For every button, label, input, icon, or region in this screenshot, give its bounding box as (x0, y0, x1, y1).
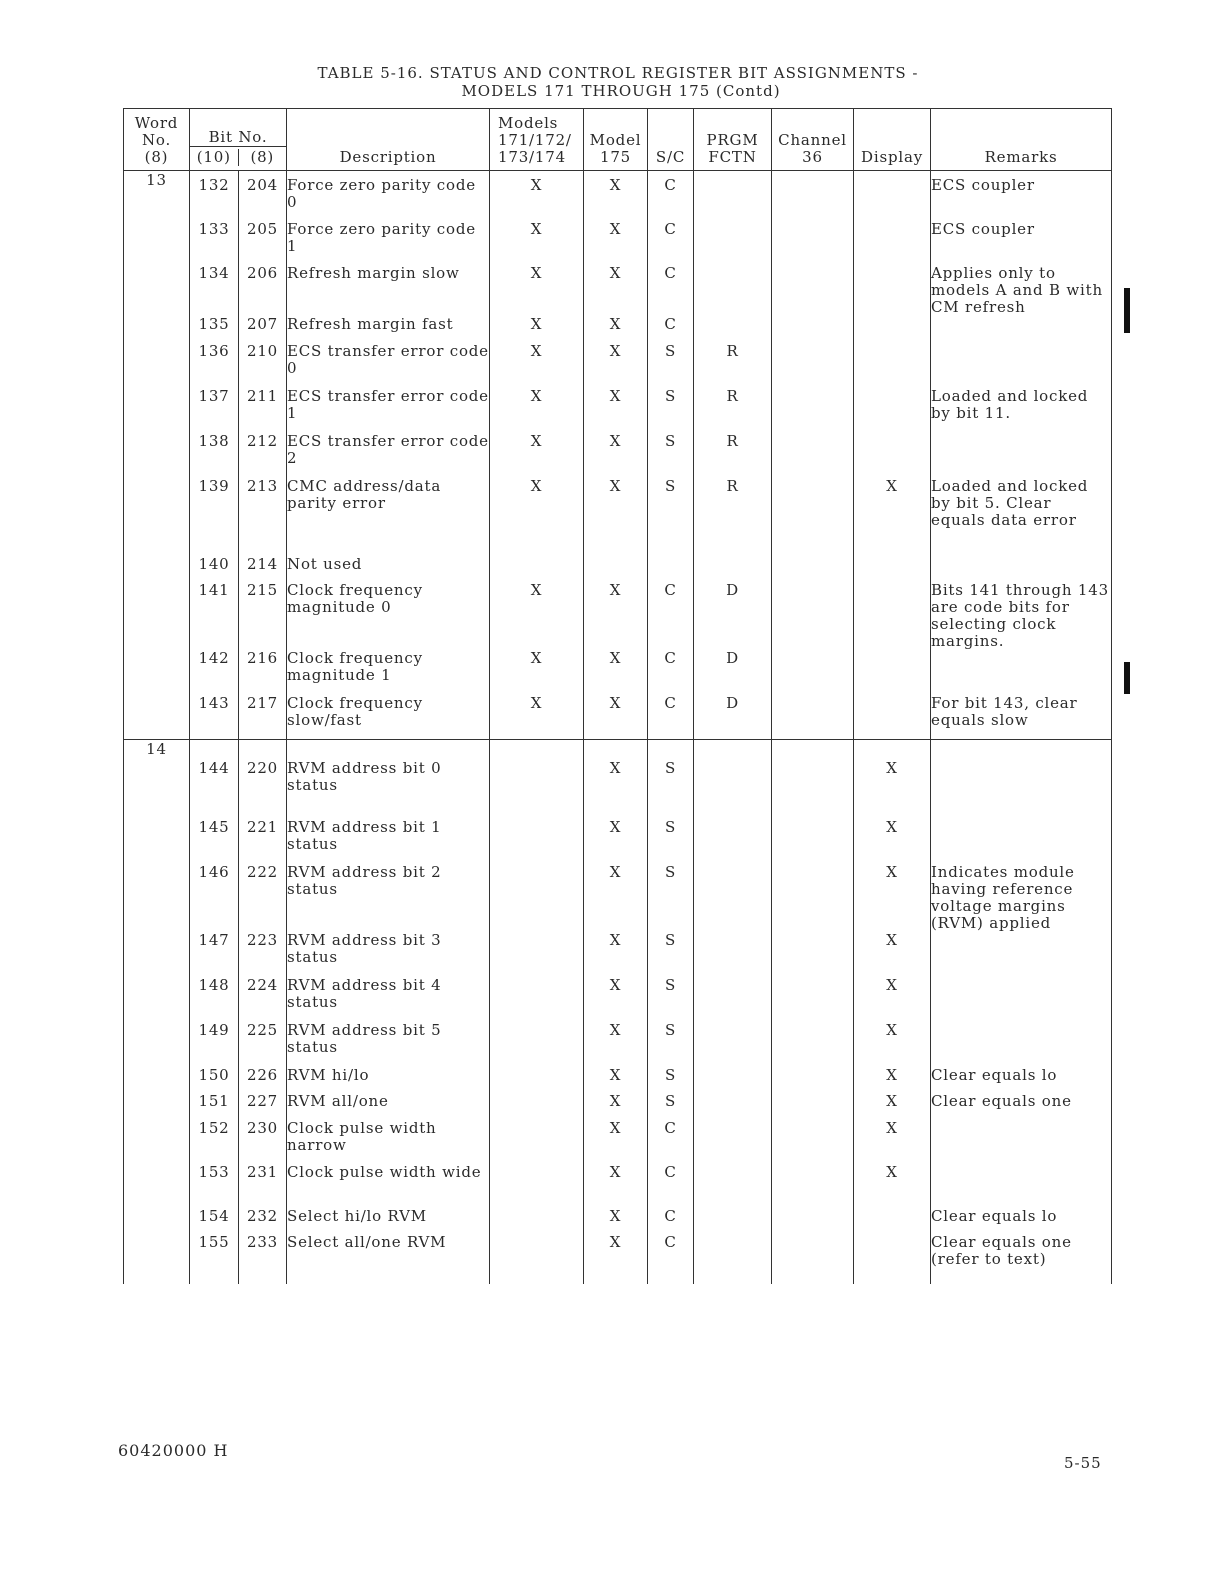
display-cell: X (854, 1120, 931, 1164)
prgm-fctn-cell (694, 1120, 772, 1164)
display-cell: X (854, 819, 931, 864)
remarks-cell (931, 932, 1112, 977)
prgm-fctn-cell (694, 221, 772, 265)
remarks-cell: ECS coupler (931, 221, 1112, 265)
header-model175: Model 175 (584, 109, 648, 171)
prgm-fctn-cell (694, 316, 772, 343)
models-171-174-cell (490, 977, 584, 1022)
bit10-cell: 147 (190, 932, 239, 977)
channel-36-cell (772, 1093, 854, 1120)
table-row (124, 1022, 1112, 1067)
description-cell: RVM all/one (287, 1093, 490, 1120)
description-cell: RVM address bit 0 status (287, 740, 490, 820)
channel-36-cell (772, 819, 854, 864)
table-row (124, 819, 1112, 864)
description-cell: RVM hi/lo (287, 1067, 490, 1093)
channel-36-cell (772, 1067, 854, 1093)
channel-36-cell (772, 388, 854, 433)
sc-cell: C (648, 1208, 694, 1234)
description-cell: Clock pulse width narrow (287, 1120, 490, 1164)
models-171-174-cell: X (490, 695, 584, 740)
remarks-cell: Loaded and locked by bit 11. (931, 388, 1112, 433)
remarks-cell: Indicates module having reference voltage margins (RVM) applied (931, 864, 1112, 932)
display-cell (854, 1234, 931, 1284)
bit10-cell: 145 (190, 819, 239, 864)
bit8-cell: 213 (239, 478, 287, 556)
sc-cell: C (648, 265, 694, 316)
bit8-cell: 214 (239, 556, 287, 582)
bit10-cell: 139 (190, 478, 239, 556)
header-display: Display (854, 109, 931, 171)
description-cell: Force zero parity code 0 (287, 171, 490, 222)
model-175-cell: X (584, 650, 648, 695)
description-cell: ECS transfer error code 1 (287, 388, 490, 433)
channel-36-cell (772, 650, 854, 695)
display-cell: X (854, 1022, 931, 1067)
remarks-cell (931, 433, 1112, 478)
sc-cell: S (648, 1022, 694, 1067)
display-cell (854, 650, 931, 695)
sc-cell: C (648, 695, 694, 740)
prgm-fctn-cell (694, 977, 772, 1022)
models-171-174-cell: X (490, 221, 584, 265)
bit10-cell: 154 (190, 1208, 239, 1234)
remarks-cell (931, 740, 1112, 820)
bit10-cell: 153 (190, 1164, 239, 1208)
channel-36-cell (772, 932, 854, 977)
description-cell: RVM address bit 4 status (287, 977, 490, 1022)
bit10-cell: 141 (190, 582, 239, 650)
sc-cell: S (648, 864, 694, 932)
sc-cell: C (648, 650, 694, 695)
table-row (124, 221, 1112, 265)
channel-36-cell (772, 695, 854, 740)
bit8-cell: 206 (239, 265, 287, 316)
table-row (124, 388, 1112, 433)
bit8-cell: 212 (239, 433, 287, 478)
prgm-fctn-cell (694, 1093, 772, 1120)
display-cell (854, 582, 931, 650)
models-171-174-cell (490, 1120, 584, 1164)
display-cell (854, 695, 931, 740)
bit10-cell: 140 (190, 556, 239, 582)
prgm-fctn-cell (694, 556, 772, 582)
model-175-cell: X (584, 695, 648, 740)
bit8-cell: 232 (239, 1208, 287, 1234)
header-channel: Channel 36 (772, 109, 854, 171)
models-171-174-cell: X (490, 478, 584, 556)
channel-36-cell (772, 1164, 854, 1208)
bit10-cell: 148 (190, 977, 239, 1022)
table-row (124, 1093, 1112, 1120)
table-row (124, 695, 1112, 740)
model-175-cell: X (584, 171, 648, 222)
display-cell: X (854, 864, 931, 932)
channel-36-cell (772, 1234, 854, 1284)
description-cell: Refresh margin fast (287, 316, 490, 343)
display-cell: X (854, 1067, 931, 1093)
table-row (124, 932, 1112, 977)
models-171-174-cell (490, 819, 584, 864)
bit10-cell: 155 (190, 1234, 239, 1284)
channel-36-cell (772, 556, 854, 582)
description-cell: RVM address bit 1 status (287, 819, 490, 864)
remarks-cell: For bit 143, clear equals slow (931, 695, 1112, 740)
bit8-cell: 224 (239, 977, 287, 1022)
remarks-cell: Clear equals one (refer to text) (931, 1234, 1112, 1284)
bit8-cell: 221 (239, 819, 287, 864)
remarks-cell (931, 977, 1112, 1022)
bit10-cell: 152 (190, 1120, 239, 1164)
sc-cell: C (648, 1120, 694, 1164)
display-cell (854, 221, 931, 265)
table-row (124, 343, 1112, 388)
header-description: Description (287, 109, 490, 171)
description-cell: RVM address bit 5 status (287, 1022, 490, 1067)
channel-36-cell (772, 1120, 854, 1164)
description-cell: Clock frequency slow/fast (287, 695, 490, 740)
header-prgm: PRGM FCTN (694, 109, 772, 171)
model-175-cell: X (584, 388, 648, 433)
display-cell (854, 343, 931, 388)
model-175-cell: X (584, 221, 648, 265)
models-171-174-cell (490, 864, 584, 932)
model-175-cell: X (584, 582, 648, 650)
table-row (124, 433, 1112, 478)
prgm-fctn-cell (694, 1164, 772, 1208)
models-171-174-cell (490, 1022, 584, 1067)
remarks-cell: Loaded and locked by bit 5. Clear equals data error (931, 478, 1112, 556)
bit8-cell: 205 (239, 221, 287, 265)
description-cell: Clock frequency magnitude 0 (287, 582, 490, 650)
model-175-cell: X (584, 1022, 648, 1067)
sc-cell: C (648, 1164, 694, 1208)
table-row (124, 864, 1112, 932)
bit10-cell: 134 (190, 265, 239, 316)
table-title (0, 64, 1218, 100)
sc-cell: S (648, 478, 694, 556)
prgm-fctn-cell: D (694, 650, 772, 695)
model-175-cell: X (584, 740, 648, 820)
description-cell: Not used (287, 556, 490, 582)
display-cell (854, 265, 931, 316)
channel-36-cell (772, 316, 854, 343)
display-cell (854, 1208, 931, 1234)
description-cell: Clock pulse width wide (287, 1164, 490, 1208)
channel-36-cell (772, 582, 854, 650)
sc-cell: S (648, 343, 694, 388)
sc-cell (648, 556, 694, 582)
display-cell: X (854, 740, 931, 820)
models-171-174-cell: X (490, 265, 584, 316)
models-171-174-cell (490, 1234, 584, 1284)
channel-36-cell (772, 265, 854, 316)
bit10-cell: 136 (190, 343, 239, 388)
channel-36-cell (772, 343, 854, 388)
sc-cell: S (648, 1093, 694, 1120)
models-171-174-cell: X (490, 316, 584, 343)
sc-cell: C (648, 221, 694, 265)
model-175-cell: X (584, 977, 648, 1022)
channel-36-cell (772, 1022, 854, 1067)
models-171-174-cell (490, 932, 584, 977)
remarks-cell (931, 316, 1112, 343)
remarks-cell: Clear equals lo (931, 1208, 1112, 1234)
table-title-line2: MODELS 171 THROUGH 175 (Contd) (461, 82, 781, 100)
bit8-cell: 215 (239, 582, 287, 650)
prgm-fctn-cell (694, 740, 772, 820)
model-175-cell: X (584, 343, 648, 388)
word-number-cell: 14 (124, 740, 190, 1285)
models-171-174-cell (490, 1067, 584, 1093)
header-models: Models 171/172/ 173/174 (490, 109, 584, 171)
prgm-fctn-cell: R (694, 343, 772, 388)
table-row (124, 977, 1112, 1022)
remarks-cell: Applies only to models A and B with CM refresh (931, 265, 1112, 316)
channel-36-cell (772, 864, 854, 932)
bit10-cell: 142 (190, 650, 239, 695)
bit8-cell: 226 (239, 1067, 287, 1093)
description-cell: ECS transfer error code 2 (287, 433, 490, 478)
bit8-cell: 222 (239, 864, 287, 932)
models-171-174-cell (490, 1164, 584, 1208)
display-cell: X (854, 932, 931, 977)
models-171-174-cell: X (490, 433, 584, 478)
bit8-cell: 220 (239, 740, 287, 820)
models-171-174-cell (490, 740, 584, 820)
table-row (124, 316, 1112, 343)
table-title-line1: TABLE 5-16. STATUS AND CONTROL REGISTER BIT ASSIGNMENTS - (317, 64, 919, 82)
bit10-cell: 149 (190, 1022, 239, 1067)
remarks-cell: ECS coupler (931, 171, 1112, 222)
remarks-cell (931, 1120, 1112, 1164)
display-cell: X (854, 1093, 931, 1120)
header-remarks: Remarks (931, 109, 1112, 171)
sc-cell: S (648, 433, 694, 478)
display-cell: X (854, 478, 931, 556)
channel-36-cell (772, 740, 854, 820)
display-cell (854, 433, 931, 478)
model-175-cell: X (584, 478, 648, 556)
model-175-cell: X (584, 1120, 648, 1164)
bit10-cell: 138 (190, 433, 239, 478)
bit8-cell: 231 (239, 1164, 287, 1208)
prgm-fctn-cell: R (694, 388, 772, 433)
header-bit8: (8) (250, 148, 275, 166)
bit10-cell: 151 (190, 1093, 239, 1120)
prgm-fctn-cell: D (694, 582, 772, 650)
models-171-174-cell: X (490, 171, 584, 222)
bit8-cell: 225 (239, 1022, 287, 1067)
description-cell: RVM address bit 2 status (287, 864, 490, 932)
sc-cell: S (648, 977, 694, 1022)
bit10-cell: 144 (190, 740, 239, 820)
display-cell (854, 316, 931, 343)
remarks-cell (931, 556, 1112, 582)
bit8-cell: 216 (239, 650, 287, 695)
models-171-174-cell: X (490, 582, 584, 650)
models-171-174-cell (490, 556, 584, 582)
remarks-cell (931, 819, 1112, 864)
bit8-cell: 211 (239, 388, 287, 433)
bit8-cell: 210 (239, 343, 287, 388)
prgm-fctn-cell: R (694, 478, 772, 556)
sc-cell: S (648, 932, 694, 977)
remarks-cell: Bits 141 through 143 are code bits for selecting clock margins. (931, 582, 1112, 650)
remarks-cell (931, 343, 1112, 388)
bit10-cell: 133 (190, 221, 239, 265)
table-row (124, 740, 1112, 820)
word-number-cell: 13 (124, 171, 190, 740)
prgm-fctn-cell: D (694, 695, 772, 740)
models-171-174-cell (490, 1093, 584, 1120)
description-cell: CMC address/data parity error (287, 478, 490, 556)
header-row (124, 109, 1112, 171)
prgm-fctn-cell (694, 1208, 772, 1234)
models-171-174-cell: X (490, 343, 584, 388)
description-cell: RVM address bit 3 status (287, 932, 490, 977)
prgm-fctn-cell (694, 819, 772, 864)
sc-cell: C (648, 582, 694, 650)
display-cell: X (854, 977, 931, 1022)
bit8-cell: 227 (239, 1093, 287, 1120)
bit10-cell: 146 (190, 864, 239, 932)
sc-cell: S (648, 1067, 694, 1093)
channel-36-cell (772, 171, 854, 222)
bit10-cell: 150 (190, 1067, 239, 1093)
description-cell: Select hi/lo RVM (287, 1208, 490, 1234)
model-175-cell: X (584, 265, 648, 316)
model-175-cell: X (584, 1093, 648, 1120)
table-row (124, 1067, 1112, 1093)
table-row (124, 1120, 1112, 1164)
sc-cell: S (648, 740, 694, 820)
display-cell (854, 556, 931, 582)
description-cell: Select all/one RVM (287, 1234, 490, 1284)
models-171-174-cell (490, 1208, 584, 1234)
bit10-cell: 143 (190, 695, 239, 740)
bit8-cell: 204 (239, 171, 287, 222)
model-175-cell: X (584, 1164, 648, 1208)
change-bar (1124, 662, 1130, 694)
prgm-fctn-cell (694, 1067, 772, 1093)
description-cell: ECS transfer error code 0 (287, 343, 490, 388)
prgm-fctn-cell: R (694, 433, 772, 478)
header-bit-no: Bit No. (10) (8) (190, 109, 287, 171)
description-cell: Clock frequency magnitude 1 (287, 650, 490, 695)
change-bar (1124, 288, 1130, 333)
model-175-cell: X (584, 932, 648, 977)
models-171-174-cell: X (490, 388, 584, 433)
channel-36-cell (772, 1208, 854, 1234)
channel-36-cell (772, 433, 854, 478)
table-row (124, 1234, 1112, 1284)
table-row (124, 1164, 1112, 1208)
sc-cell: C (648, 171, 694, 222)
model-175-cell: X (584, 316, 648, 343)
model-175-cell: X (584, 864, 648, 932)
models-171-174-cell: X (490, 650, 584, 695)
remarks-cell (931, 650, 1112, 695)
description-cell: Refresh margin slow (287, 265, 490, 316)
model-175-cell: X (584, 819, 648, 864)
prgm-fctn-cell (694, 864, 772, 932)
model-175-cell: X (584, 1208, 648, 1234)
table-row (124, 1208, 1112, 1234)
header-bit10: (10) (190, 149, 239, 166)
remarks-cell: Clear equals one (931, 1093, 1112, 1120)
description-cell: Force zero parity code 1 (287, 221, 490, 265)
table-row (124, 171, 1112, 222)
bit8-cell: 217 (239, 695, 287, 740)
display-cell (854, 171, 931, 222)
header-word: Word No. (8) (124, 109, 190, 171)
prgm-fctn-cell (694, 265, 772, 316)
prgm-fctn-cell (694, 1022, 772, 1067)
prgm-fctn-cell (694, 1234, 772, 1284)
model-175-cell: X (584, 1234, 648, 1284)
table-row (124, 556, 1112, 582)
bit8-cell: 207 (239, 316, 287, 343)
model-175-cell (584, 556, 648, 582)
bit10-cell: 137 (190, 388, 239, 433)
display-cell: X (854, 1164, 931, 1208)
table-row (124, 582, 1112, 650)
table-row (124, 478, 1112, 556)
sc-cell: S (648, 819, 694, 864)
model-175-cell: X (584, 433, 648, 478)
bit10-cell: 135 (190, 316, 239, 343)
display-cell (854, 388, 931, 433)
prgm-fctn-cell (694, 171, 772, 222)
remarks-cell: Clear equals lo (931, 1067, 1112, 1093)
remarks-cell (931, 1022, 1112, 1067)
table-row (124, 650, 1112, 695)
page-number: 5-55 (1064, 1454, 1102, 1472)
channel-36-cell (772, 478, 854, 556)
doc-number: 60420000 H (118, 1441, 229, 1460)
bit10-cell: 132 (190, 171, 239, 222)
bit-assignment-table (123, 108, 1112, 1284)
bit8-cell: 230 (239, 1120, 287, 1164)
bit8-cell: 233 (239, 1234, 287, 1284)
sc-cell: C (648, 316, 694, 343)
table-row (124, 265, 1112, 316)
sc-cell: C (648, 1234, 694, 1284)
channel-36-cell (772, 977, 854, 1022)
model-175-cell: X (584, 1067, 648, 1093)
prgm-fctn-cell (694, 932, 772, 977)
channel-36-cell (772, 221, 854, 265)
sc-cell: S (648, 388, 694, 433)
remarks-cell (931, 1164, 1112, 1208)
bit8-cell: 223 (239, 932, 287, 977)
table-body (124, 171, 1112, 1285)
header-sc: S/C (648, 109, 694, 171)
